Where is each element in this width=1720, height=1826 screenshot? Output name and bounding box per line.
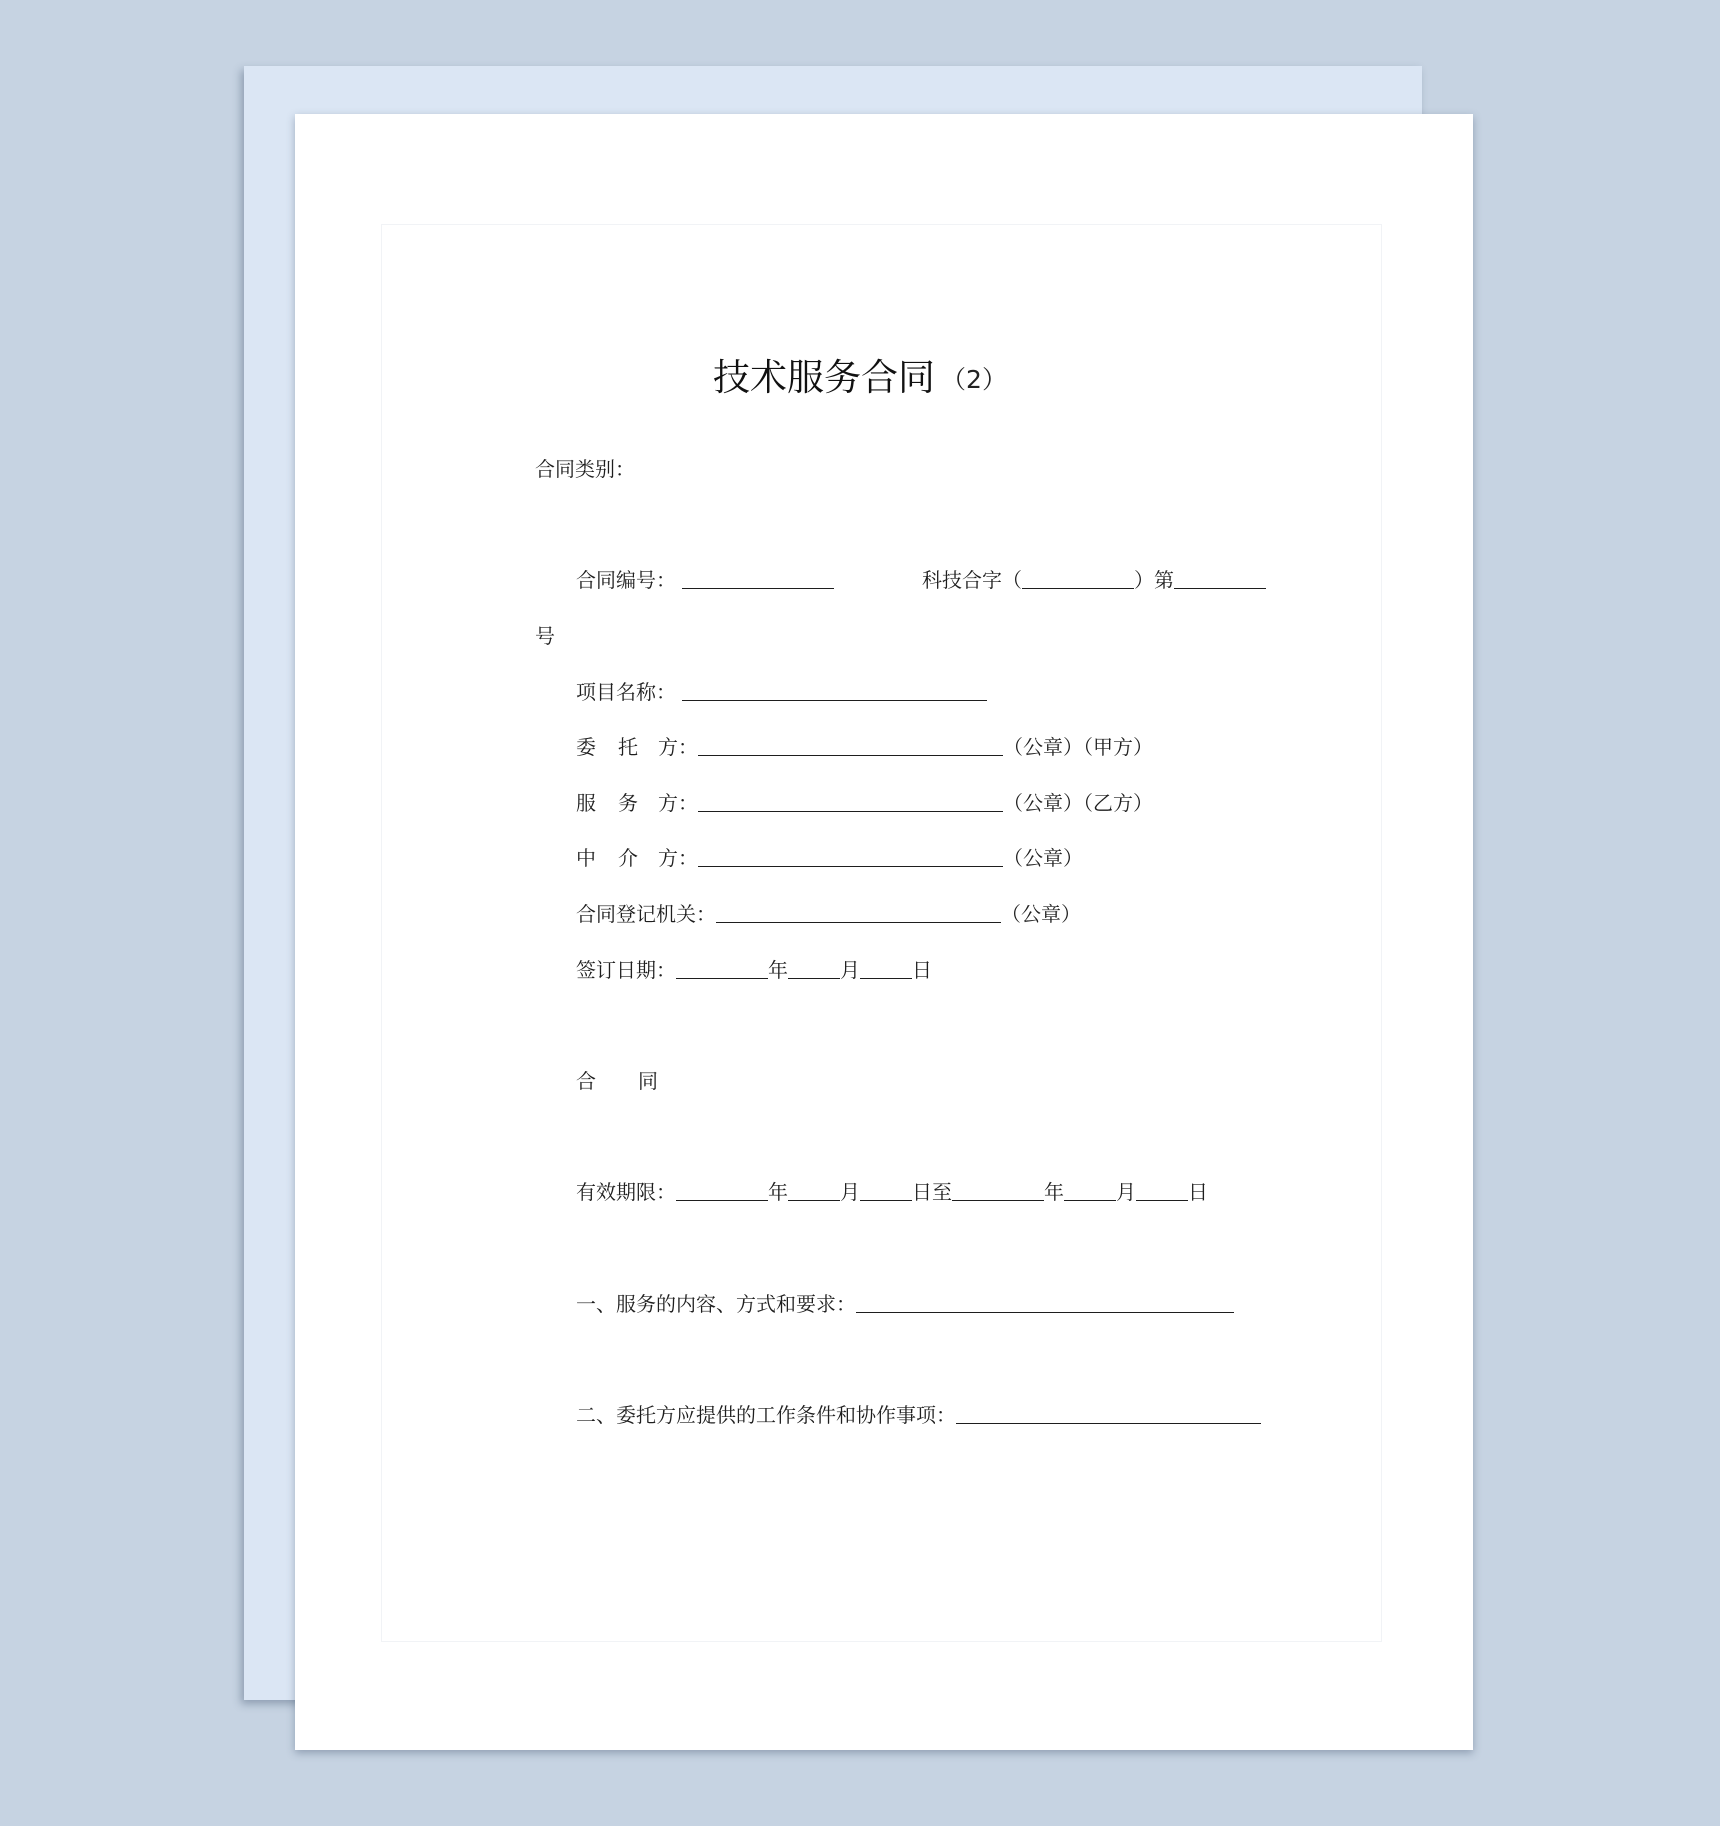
project-name-label: 项目名称： xyxy=(576,680,676,704)
contract-heading-char-1: 合 xyxy=(576,1069,596,1093)
valid-month-label: 月 xyxy=(840,1180,860,1204)
service-seal: （公章） xyxy=(1003,791,1083,815)
registry-seal: （公章） xyxy=(1001,902,1081,926)
contract-number-label: 合同编号： xyxy=(576,568,676,592)
sign-date-label: 签订日期： xyxy=(576,958,676,982)
keji-close: ）第 xyxy=(1134,568,1174,592)
valid-month2-blank[interactable] xyxy=(1064,1178,1116,1201)
valid-day2-blank[interactable] xyxy=(1136,1178,1188,1201)
sign-day-label: 日 xyxy=(912,958,932,982)
contract-number-blank[interactable] xyxy=(682,566,834,589)
client-char-2: 托 xyxy=(618,735,638,759)
intermediary-line xyxy=(576,843,1083,873)
intermediary-char-2: 介 xyxy=(618,846,638,870)
project-name-blank[interactable] xyxy=(682,678,987,701)
section-1-blank[interactable] xyxy=(856,1290,1234,1313)
hao-line xyxy=(535,621,555,651)
valid-month2-label: 月 xyxy=(1116,1180,1136,1204)
keji-year-blank[interactable] xyxy=(1022,566,1134,589)
valid-period-label: 有效期限： xyxy=(576,1180,676,1204)
hao-label: 号 xyxy=(535,624,555,648)
contract-type-label: 合同类别： xyxy=(535,457,635,481)
registry-blank[interactable] xyxy=(716,900,1001,923)
contract-heading-line xyxy=(576,1066,658,1096)
sign-month-blank[interactable] xyxy=(788,956,840,979)
keji-number-line xyxy=(922,565,1266,595)
valid-year2-blank[interactable] xyxy=(952,1178,1044,1201)
sign-year-blank[interactable] xyxy=(676,956,768,979)
client-role: （甲方） xyxy=(1083,735,1153,759)
section-1-label: 一、服务的内容、方式和要求： xyxy=(576,1292,856,1316)
contract-number-line xyxy=(576,565,834,595)
service-char-3: 方： xyxy=(658,791,698,815)
intermediary-seal: （公章） xyxy=(1003,846,1083,870)
sign-day-blank[interactable] xyxy=(860,956,912,979)
intermediary-blank[interactable] xyxy=(698,844,1003,867)
registry-line xyxy=(576,899,1081,929)
contract-heading-char-2: 同 xyxy=(638,1069,658,1093)
sign-date-line xyxy=(576,955,932,985)
client-blank[interactable] xyxy=(698,733,1003,756)
section-2-label: 二、委托方应提供的工作条件和协作事项： xyxy=(576,1403,956,1427)
service-line xyxy=(576,788,1153,818)
registry-label: 合同登记机关： xyxy=(576,902,716,926)
valid-day-blank[interactable] xyxy=(860,1178,912,1201)
service-char-1: 服 xyxy=(576,791,596,815)
client-line xyxy=(576,732,1153,762)
section-1-line xyxy=(576,1289,1234,1319)
valid-year-blank[interactable] xyxy=(676,1178,768,1201)
client-char-1: 委 xyxy=(576,735,596,759)
valid-period-line xyxy=(576,1177,1208,1207)
valid-year-label: 年 xyxy=(768,1180,788,1204)
keji-serial-blank[interactable] xyxy=(1174,566,1266,589)
service-role: （乙方） xyxy=(1083,791,1153,815)
project-name-line xyxy=(576,677,987,707)
sign-year-label: 年 xyxy=(768,958,788,982)
section-2-line xyxy=(576,1400,1261,1430)
service-char-2: 务 xyxy=(618,791,638,815)
contract-type-line xyxy=(535,454,635,484)
intermediary-char-1: 中 xyxy=(576,846,596,870)
valid-year2-label: 年 xyxy=(1044,1180,1064,1204)
title-suffix: （2） xyxy=(941,365,1007,394)
sign-month-label: 月 xyxy=(840,958,860,982)
valid-day2-label: 日 xyxy=(1188,1180,1208,1204)
title-text: 技术服务合同 xyxy=(713,356,936,399)
section-2-blank[interactable] xyxy=(956,1401,1261,1424)
keji-label: 科技合字（ xyxy=(922,568,1022,592)
service-blank[interactable] xyxy=(698,789,1003,812)
client-seal: （公章） xyxy=(1003,735,1083,759)
valid-day-to-label: 日至 xyxy=(912,1180,952,1204)
client-char-3: 方： xyxy=(658,735,698,759)
document-title xyxy=(0,354,1720,404)
intermediary-char-3: 方： xyxy=(658,846,698,870)
valid-month-blank[interactable] xyxy=(788,1178,840,1201)
